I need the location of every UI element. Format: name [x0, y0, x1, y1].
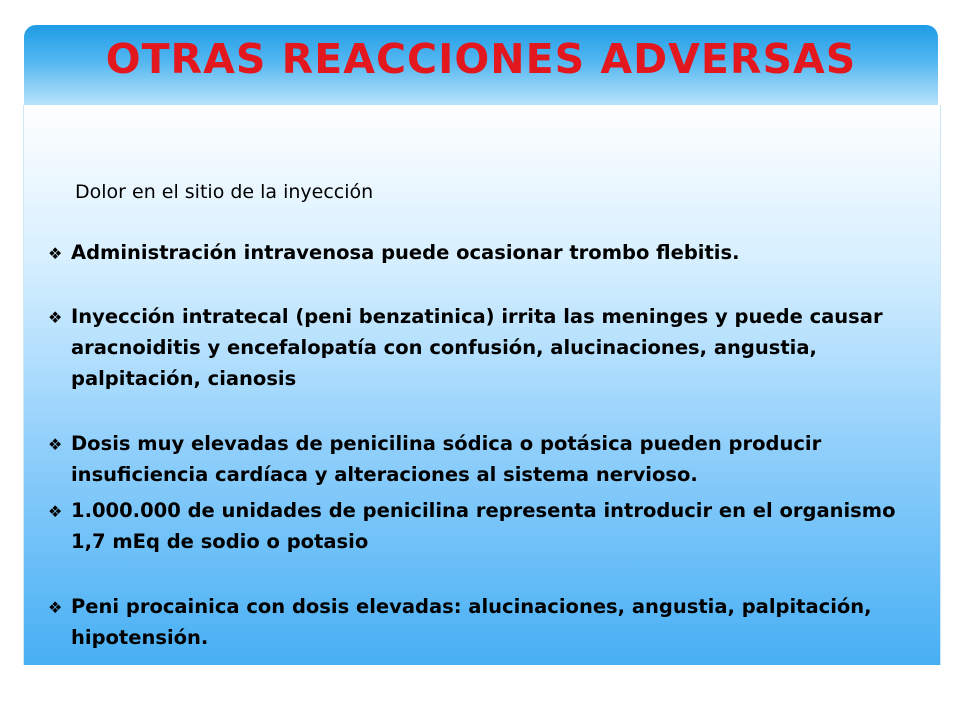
bullet-text: Dosis muy elevadas de penicilina sódica o potásica pueden producir insuficiencia cardíaca y alteraciones al sistema nervioso.	[71, 432, 822, 486]
bullet-text: 1.000.000 de unidades de penicilina representa introducir en el organismo 1,7 mEq de sodio o potasio	[71, 499, 896, 553]
bullet-text: Inyección intratecal (peni benzatinica) irrita las meninges y puede causar aracnoiditis y encefalopatía con confusión, alucinaciones, angustia, palpitación, cianosis	[71, 305, 883, 390]
bullet-item	[48, 237, 928, 268]
bullet-item	[48, 591, 928, 653]
bullet-text: Peni procainica con dosis elevadas: alucinaciones, angustia, palpitación, hipotensión.	[71, 595, 872, 649]
title-banner	[24, 25, 938, 105]
bullet-item	[48, 428, 928, 490]
bullet-item	[48, 301, 928, 394]
diamond-bullet-icon: ❖	[48, 308, 63, 327]
bullet-item	[48, 495, 928, 557]
diamond-bullet-icon: ❖	[48, 598, 63, 617]
diamond-bullet-icon: ❖	[48, 502, 63, 521]
slide-title: OTRAS REACCIONES ADVERSAS	[105, 35, 857, 83]
diamond-bullet-icon: ❖	[48, 435, 63, 454]
intro-line: Dolor en el sitio de la inyección	[75, 181, 374, 203]
bullet-text: Administración intravenosa puede ocasionar trombo flebitis.	[71, 241, 740, 264]
diamond-bullet-icon: ❖	[48, 244, 63, 263]
